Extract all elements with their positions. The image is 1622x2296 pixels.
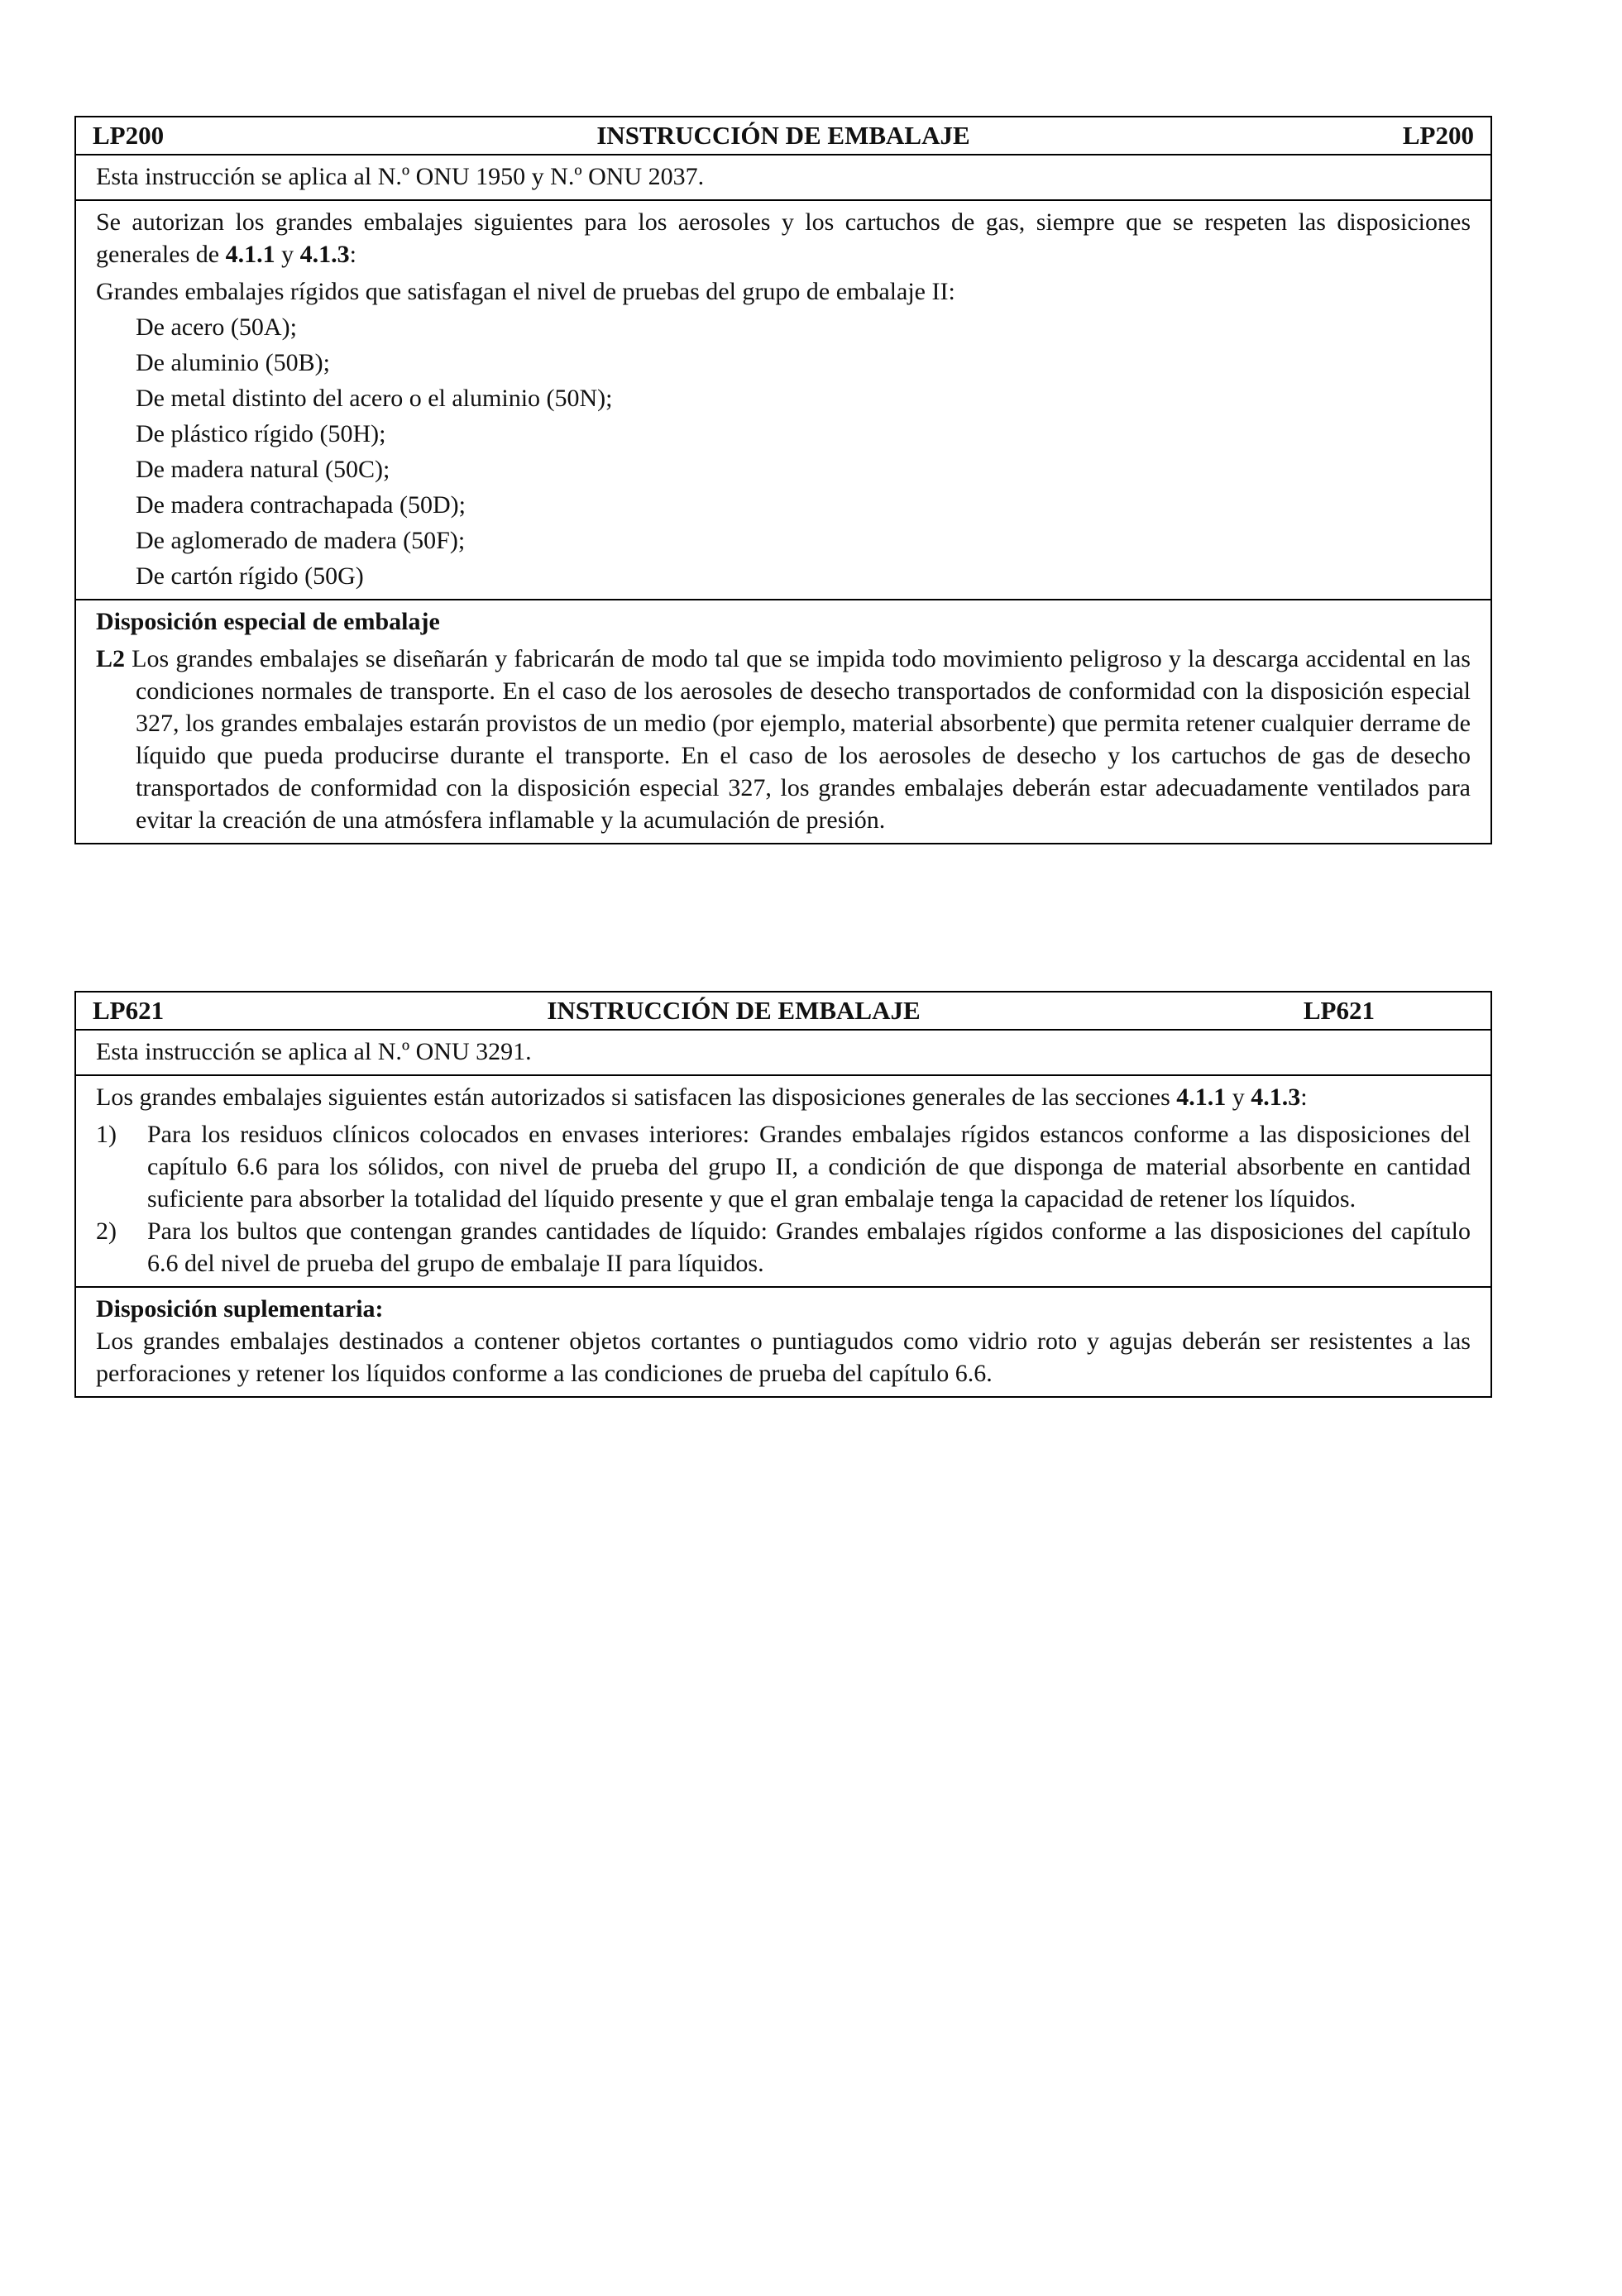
lp200-ref-413: 4.1.3 — [299, 241, 350, 268]
lp200-applies-text: Esta instrucción se aplica al N.º ONU 1950 y N.º ONU 2037. — [96, 163, 705, 190]
lp621-header-row — [76, 993, 1490, 1031]
lp621-item-text: Para los residuos clínicos colocados en envases interiores: Grandes embalajes rígidos estancos conforme a las disposiciones del capítulo 6.6 para los sólidos, con nivel de prueba del grupo II, a condición de que disponga de material absorbente en cantidad suficiente para absorber la totalidad del líquido presente y que el gran embalaje tenga la capacidad de retener los líquidos. — [147, 1121, 1471, 1213]
lp621-list-item — [96, 1118, 1471, 1215]
lp200-material-item: De aluminio (50B); — [136, 349, 330, 376]
lp200-l2-text: Los grandes embalajes se diseñarán y fabricarán de modo tal que se impida todo movimiento peligroso y la descarga accidental en las condiciones normales de transporte. En el caso de los aerosoles de desecho transportados de conformidad con la disposición especial 327, los grandes embalajes estarán provistos de un medio (por ejemplo, material absorbente) que permita retener cualquier derrame de líquido que pueda producirse durante el transporte. En el caso de los aerosoles de desecho y los cartuchos de gas de desecho transportados de conformidad con la disposición especial 327, los grandes embalajes deberán estar adecuadamente ventilados para evitar la creación de una atmósfera inflamable y la acumulación de presión. — [125, 645, 1471, 834]
lp200-l2-label: L2 — [96, 645, 126, 672]
lp200-code-right: LP200 — [1402, 121, 1474, 150]
lp200-title: INSTRUCCIÓN DE EMBALAJE — [596, 121, 970, 150]
lp200-material-item: De madera contrachapada (50D); — [136, 491, 466, 519]
lp200-material-item: De metal distinto del acero o el aluminio (50N); — [136, 385, 613, 412]
lp621-ref-413: 4.1.3 — [1251, 1083, 1301, 1111]
lp621-code-right: LP621 — [1303, 996, 1375, 1025]
lp621-item-number: 1) — [96, 1121, 117, 1148]
lp621-and: y — [1226, 1083, 1251, 1111]
lp621-applies-text: Esta instrucción se aplica al N.º ONU 3291. — [96, 1038, 532, 1065]
lp200-authorized-paragraph — [96, 206, 1471, 270]
lp621-supp-heading: Disposición suplementaria: — [96, 1295, 384, 1323]
lp200-material-item: De acero (50A); — [136, 313, 297, 341]
lp200-material-item: De cartón rígido (50G) — [136, 562, 364, 590]
lp621-applies-row — [76, 1031, 1490, 1076]
lp200-colon: : — [349, 241, 356, 268]
lp621-instruction-table — [74, 991, 1492, 1398]
lp200-applies-row — [76, 155, 1490, 201]
lp200-material-item: De plástico rígido (50H); — [136, 420, 386, 447]
lp200-and: y — [275, 241, 300, 268]
lp200-instruction-table — [74, 116, 1492, 844]
lp621-code-left: LP621 — [93, 996, 165, 1025]
lp200-l2-paragraph — [96, 643, 1471, 836]
lp200-header-row — [76, 117, 1490, 155]
lp621-colon: : — [1300, 1083, 1308, 1111]
lp621-authorized-paragraph — [96, 1081, 1471, 1113]
lp200-packagings-row — [76, 201, 1490, 600]
lp621-list-item — [96, 1215, 1471, 1280]
lp200-rigid-intro: Grandes embalajes rígidos que satisfagan el nivel de pruebas del grupo de embalaje II: — [96, 278, 955, 305]
lp621-item-text: Para los bultos que contengan grandes cantidades de líquido: Grandes embalajes rígidos conforme a las disposiciones del capítulo 6.6 del nivel de prueba del grupo de embalaje II para líquidos. — [147, 1217, 1471, 1277]
lp621-title: INSTRUCCIÓN DE EMBALAJE — [547, 996, 921, 1025]
lp621-supplementary-row — [76, 1288, 1490, 1396]
lp621-packagings-row — [76, 1076, 1490, 1288]
lp621-ref-411: 4.1.1 — [1176, 1083, 1227, 1111]
lp200-special-heading: Disposición especial de embalaje — [96, 608, 440, 635]
lp621-supp-text: Los grandes embalajes destinados a contener objetos cortantes o puntiagudos como vidrio roto y agujas deberán ser resistentes a las perforaciones y retener los líquidos conforme a las condiciones de prueba del capítulo 6.6. — [96, 1327, 1471, 1387]
lp200-special-provision-row — [76, 600, 1490, 843]
lp200-code-left: LP200 — [93, 121, 165, 150]
lp200-material-item: De aglomerado de madera (50F); — [136, 527, 466, 554]
lp200-material-item: De madera natural (50C); — [136, 456, 390, 483]
lp200-authorized-text: Se autorizan los grandes embalajes siguientes para los aerosoles y los cartuchos de gas, siempre que se respeten las disposiciones generales de — [96, 208, 1471, 268]
lp621-authorized-text: Los grandes embalajes siguientes están autorizados si satisfacen las disposiciones generales de las secciones — [96, 1083, 1177, 1111]
lp200-ref-411: 4.1.1 — [225, 241, 275, 268]
lp621-item-number: 2) — [96, 1217, 117, 1245]
